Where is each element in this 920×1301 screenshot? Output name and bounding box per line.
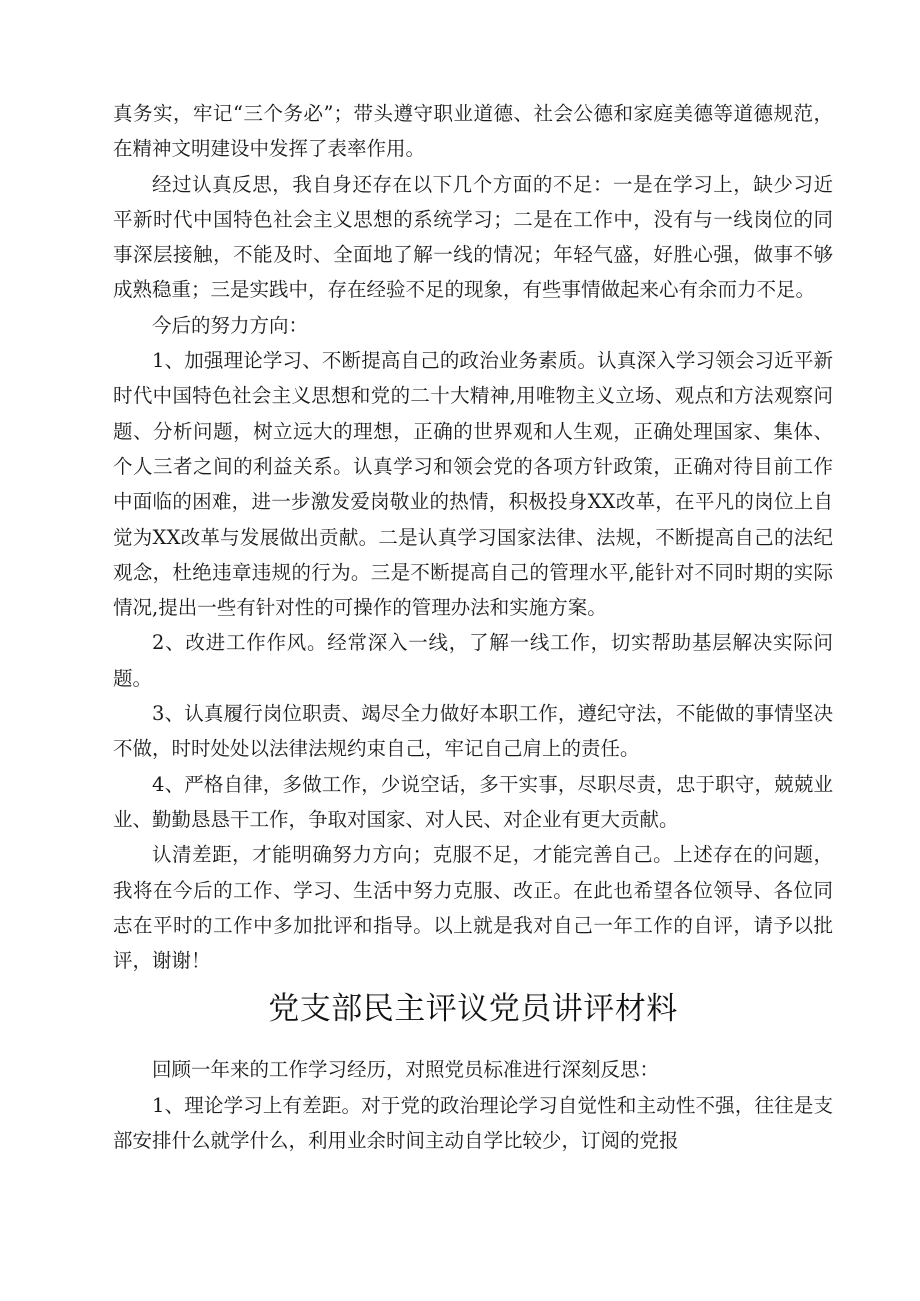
paragraph-item-1: 1、加强理论学习、不断提高自己的政治业务素质。认真深入学习领会习近平新时代中国特色社会主义思想和党的二十大精神,用唯物主义立场、观点和方法观察问题、分析问题，树立远大的理想，正确的世界观和人生观，正确处理国家、集体、个人三者之间的利益关系。认真学习和领会党的各项方针政策，正确对待目前工作中面临的困难，进一步激发爱岗敬业的热情，积极投身XX改革，在平凡的岗位上自觉为XX改革与发展做出贡献。二是认真学习国家法律、法规，不断提高自己的法纪观念，杜绝违章违规的行为。三是不断提高自己的管理水平,能针对不同时期的实际情况,提出一些有针对性的可操作的管理办法和实施方案。 bbox=[113, 349, 833, 620]
section-title: 党支部民主评议党员讲评材料 bbox=[268, 991, 678, 1028]
document-body bbox=[113, 96, 833, 1158]
paragraph-item-2: 2、改进工作作风。经常深入一线，了解一线工作，切实帮助基层解决实际问题。 bbox=[113, 631, 833, 690]
paragraph-future-direction-heading: 今后的努力方向： bbox=[152, 313, 309, 337]
paragraph-self-reflection: 经过认真反思，我自身还存在以下几个方面的不足：一是在学习上，缺少习近平新时代中国特色社会主义思想的系统学习；二是在工作中，没有与一线岗位的同事深层接触，不能及时、全面地了解一线的情况；年轻气盛，好胜心强，做事不够成熟稳重；三是实践中，存在经验不足的现象，有些事情做起来心有余而力不足。 bbox=[113, 172, 833, 302]
paragraph-theory-gap: 1、理论学习上有差距。对于党的政治理论学习自觉性和主动性不强，往往是支部安排什么就学什么，利用业余时间主动自学比较少，订阅的党报 bbox=[113, 1093, 833, 1153]
paragraph-item-4: 4、严格自律，多做工作，少说空话，多干实事，尽职尽责，忠于职守，兢兢业业、勤勤恳恳干工作，争取对国家、对人民、对企业有更大贡献。 bbox=[113, 772, 833, 831]
paragraph-review-intro: 回顾一年来的工作学习经历，对照党员标准进行深刻反思： bbox=[152, 1058, 660, 1082]
paragraph-conclusion: 认清差距，才能明确努力方向；克服不足，才能完善自己。上述存在的问题，我将在今后的工作、学习、生活中努力克服、改正。在此也希望各位领导、各位同志在平时的工作中多加批评和指导。以上就是我对自己一年工作的自评，请予以批评，谢谢！ bbox=[113, 843, 833, 973]
paragraph-continuation: 真务实，牢记“三个务必”；带头遵守职业道德、社会公德和家庭美德等道德规范，在精神文明建设中发挥了表率作用。 bbox=[113, 102, 833, 161]
paragraph-item-3: 3、认真履行岗位职责、竭尽全力做好本职工作，遵纪守法，不能做的事情坚决不做，时时处处以法律法规约束自己，牢记自己肩上的责任。 bbox=[113, 702, 833, 761]
